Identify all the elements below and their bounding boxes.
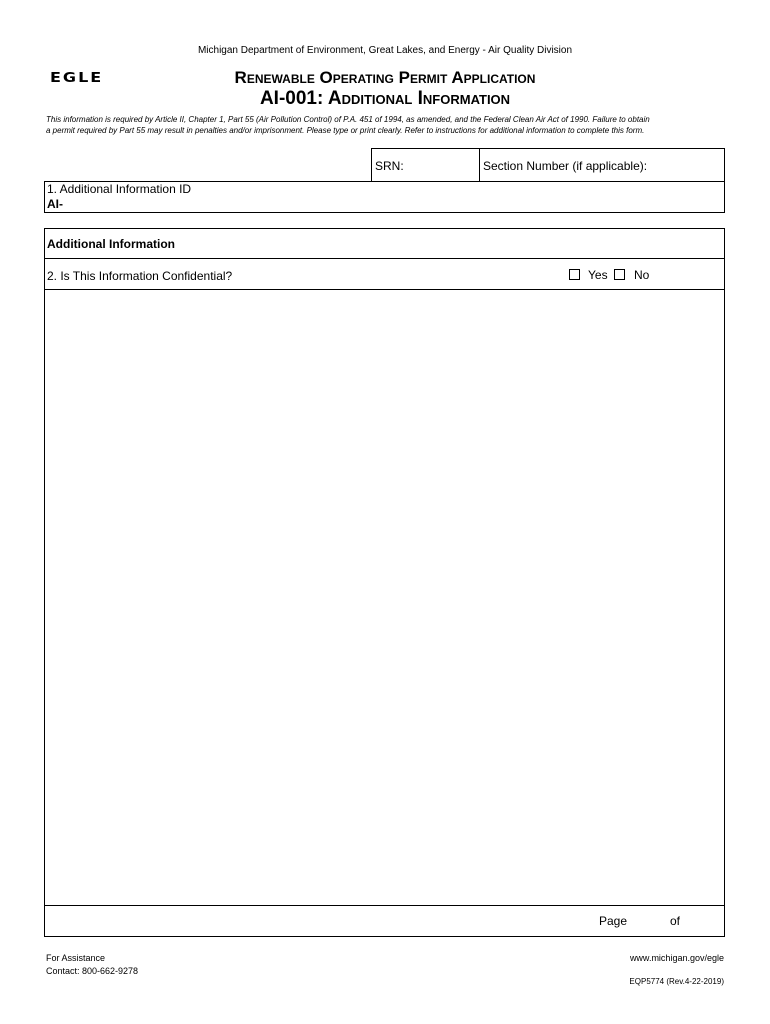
srn-box-top-border <box>371 148 725 149</box>
main-box-right-border <box>724 228 725 937</box>
agency-name: Michigan Department of Environment, Great Lakes, and Energy - Air Quality Division <box>197 45 573 56</box>
website-link[interactable]: www.michigan.gov/egle <box>629 953 724 963</box>
question-divider <box>44 289 725 290</box>
contact-phone: Contact: 800-662-9278 <box>46 966 139 976</box>
form-title <box>0 68 770 88</box>
yes-checkbox[interactable] <box>569 269 580 280</box>
main-box-left-border <box>44 228 45 937</box>
main-box-bottom-border <box>44 936 725 937</box>
legal-notice-line-2: a permit required by Part 55 may result in penalties and/or imprisonment. Please type or print clearly. Refer to instructions for additional information to complete this form. <box>46 126 645 135</box>
form-subtitle: AI-001: Additional Information <box>259 88 511 109</box>
srn-divider <box>479 148 480 181</box>
form-title-text: Renewable Operating Permit Application <box>234 68 536 87</box>
heading-divider <box>44 258 725 259</box>
page-number-field[interactable] <box>632 910 666 930</box>
no-label: No <box>634 268 650 282</box>
srn-field[interactable] <box>410 152 476 178</box>
ai-id-bottom-border <box>44 212 725 213</box>
main-box-top-border <box>44 228 725 229</box>
egle-logo: EGLE <box>50 69 104 86</box>
section-number-label: Section Number (if applicable): <box>483 159 648 173</box>
page-label: Page <box>599 914 628 928</box>
srn-box-left-border <box>371 148 372 181</box>
legal-notice-line-1: This information is required by Article II, Chapter 1, Part 55 (Air Pollution Control) of P.A. 451 of 1994, as amended, and the Federal Clean Air Act of 1990. Failure to obtain <box>46 115 650 124</box>
section-heading: Additional Information <box>47 237 175 251</box>
assistance-label: For Assistance <box>46 953 106 963</box>
ai-id-prefix: AI- <box>47 197 63 211</box>
ai-id-field[interactable] <box>68 196 718 211</box>
ai-id-left-border <box>44 181 45 213</box>
of-label: of <box>670 914 681 928</box>
form-number: EQP5774 (Rev.4-22-2019) <box>629 977 724 986</box>
additional-info-textarea[interactable] <box>47 292 722 902</box>
page-row-divider <box>44 905 725 906</box>
page-total-field[interactable] <box>686 910 720 930</box>
yes-label: Yes <box>588 268 608 282</box>
ai-id-label: 1. Additional Information ID <box>47 182 192 196</box>
section-number-field[interactable] <box>660 152 722 178</box>
srn-label: SRN: <box>375 159 404 173</box>
confidential-question: 2. Is This Information Confidential? <box>47 269 233 283</box>
no-checkbox[interactable] <box>614 269 625 280</box>
legal-notice <box>46 114 736 136</box>
